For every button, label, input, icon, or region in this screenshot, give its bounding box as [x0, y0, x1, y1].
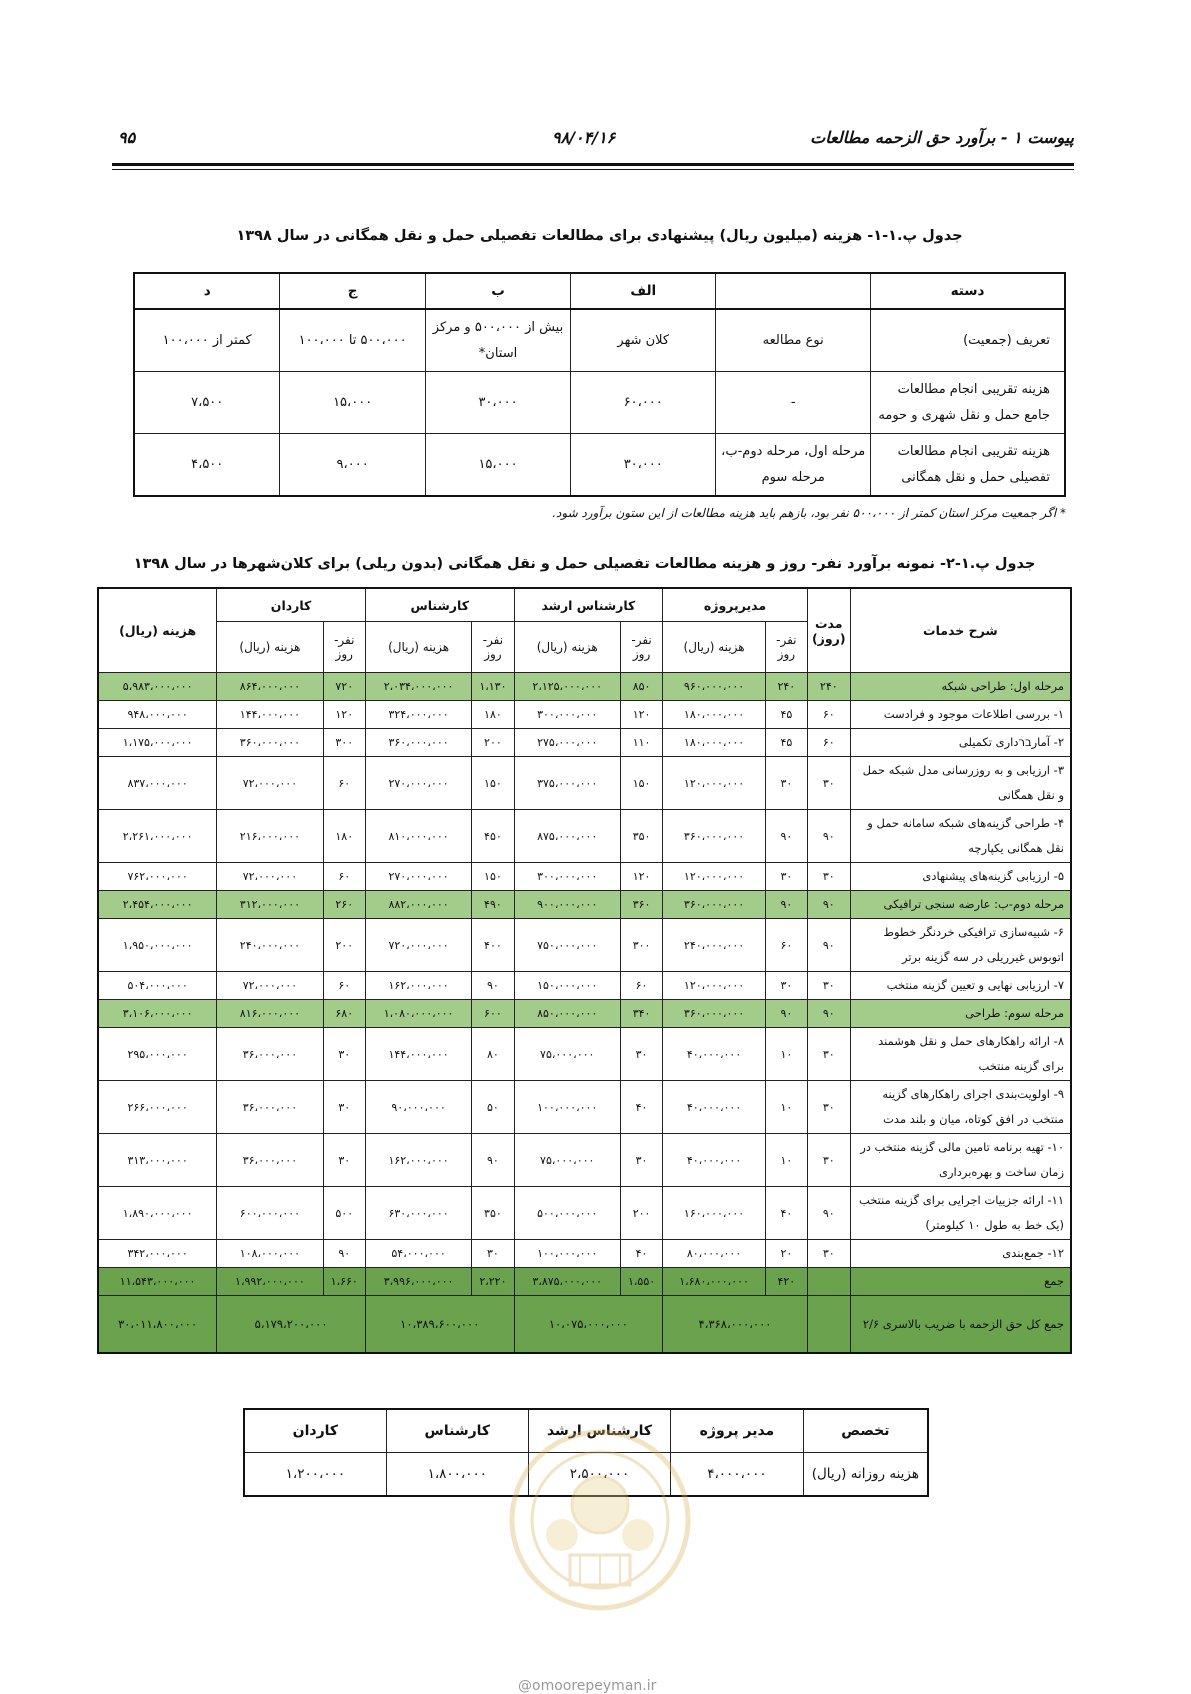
- table-cell: ۹۰: [472, 972, 514, 1000]
- table-header: تخصص: [803, 1409, 928, 1453]
- header-rule: [112, 163, 1074, 166]
- table-cell: ۷- ارزیابی نهایی و تعیین گزینه منتخب: [850, 972, 1071, 1000]
- table-cell: ۹۰: [472, 1134, 514, 1187]
- table-cell: ۷۲۰: [323, 673, 365, 701]
- table-cell: ۱۸۰: [323, 810, 365, 863]
- table-header: د: [134, 273, 280, 309]
- table-cell: ۶۰: [807, 701, 850, 729]
- table-cell: ۴۲۰: [765, 1268, 807, 1296]
- watermark-text: @omoorepeyman.ir: [518, 1678, 657, 1694]
- table-cell: ۳۰: [807, 1081, 850, 1134]
- table-cell: ۸۰: [472, 1028, 514, 1081]
- table-cell: ۴،۵۰۰: [134, 434, 280, 497]
- table-cell: ۱،۶۸۰،۰۰۰،۰۰۰: [663, 1268, 766, 1296]
- table-cell: ۱،۱۳۰: [472, 673, 514, 701]
- table-cell: ۳۶۰،۰۰۰،۰۰۰: [365, 729, 471, 757]
- table-cell: ۷۵،۰۰۰،۰۰۰: [514, 1134, 620, 1187]
- table-cell: ۱،۲۰۰،۰۰۰: [244, 1453, 386, 1497]
- table-cell: جمع کل حق الزحمه با ضریب بالاسری ۲/۶: [850, 1296, 1071, 1354]
- table-cell: ۴۹۰: [472, 891, 514, 919]
- table-cell: ۸- ارائه راهکارهای حمل و نقل هوشمند برای گزینه منتخب: [850, 1028, 1071, 1081]
- table-cell: ۶۰: [807, 729, 850, 757]
- table1-footnote: * اگر جمعیت مرکز استان کمتر از ۵۰۰،۰۰۰ نفر بود، بازهم باید هزینه مطالعات از این ستون برآورد شود.: [552, 506, 1066, 520]
- table-header-duration: مدت (روز): [807, 588, 850, 673]
- table-cell: ۳۰،۰۱۱،۸۰۰،۰۰۰: [98, 1296, 217, 1354]
- watermark-seal-logo: [500, 1395, 700, 1665]
- table-row: [134, 434, 1065, 497]
- table-row: [98, 891, 1071, 919]
- table-header: ب: [425, 273, 570, 309]
- table-cell: ۳۰۰: [620, 919, 662, 972]
- table-cell: ۹۰: [807, 919, 850, 972]
- table-cell: ۳۰۰: [323, 729, 365, 757]
- table-row: [98, 1240, 1071, 1268]
- table-subheader: هزینه (ریال): [365, 622, 471, 673]
- page-header: [112, 128, 1074, 162]
- header-date: ۹۸/۰۴/۱۶: [552, 128, 616, 147]
- table-cell: ۳۶۰،۰۰۰،۰۰۰: [217, 729, 323, 757]
- table-subheader: هزینه (ریال): [514, 622, 620, 673]
- table-cell: ۷۶۲،۰۰۰،۰۰۰: [98, 863, 217, 891]
- table-cell: هزینه تقریبی انجام مطالعات جامع حمل و نقل شهری و حومه: [871, 372, 1065, 434]
- table-cell: ۸۷۵،۰۰۰،۰۰۰: [514, 810, 620, 863]
- table-cell: ۲۰: [765, 1240, 807, 1268]
- table-cell: ۳،۸۷۵،۰۰۰،۰۰۰: [514, 1268, 620, 1296]
- table-cell: ۳۶،۰۰۰،۰۰۰: [217, 1081, 323, 1134]
- table-cell: ۳۵۰: [472, 1187, 514, 1240]
- table-cell: ۳۰: [472, 1240, 514, 1268]
- table-cell: ۱- بررسی اطلاعات موجود و فرادست: [850, 701, 1071, 729]
- table-cell: ۱،۹۹۲،۰۰۰،۰۰۰: [217, 1268, 323, 1296]
- table-cell: ۴،۰۰۰،۰۰۰: [671, 1453, 804, 1497]
- table-cell: ۱۰۰،۰۰۰،۰۰۰: [514, 1081, 620, 1134]
- table-cell: ۴۰: [620, 1240, 662, 1268]
- table-cell: ۲۷۰،۰۰۰،۰۰۰: [365, 863, 471, 891]
- table-cell: ۳۰: [620, 1028, 662, 1081]
- table-cell: ۵۰۰: [323, 1187, 365, 1240]
- table-cell: ۱،۱۷۵،۰۰۰،۰۰۰: [98, 729, 217, 757]
- table-cell: ۱۱- ارائه جزییات اجرایی برای گزینه منتخب (یک خط به طول ۱۰ کیلومتر): [850, 1187, 1071, 1240]
- table-cell: ۳۰: [807, 1240, 850, 1268]
- table-cell: ۹۰: [807, 1187, 850, 1240]
- table-cell: ۱۰،۳۸۹،۶۰۰،۰۰۰: [365, 1296, 514, 1354]
- table-row: [98, 1187, 1071, 1240]
- table-header: کاردان: [244, 1409, 386, 1453]
- table-cell: هزینه تقریبی انجام مطالعات تفصیلی حمل و نقل همگانی: [871, 434, 1065, 497]
- table-cell: ۴،۳۶۸،۰۰۰،۰۰۰: [663, 1296, 808, 1354]
- table-row: [98, 1134, 1071, 1187]
- page-number: ۹۵: [118, 128, 136, 147]
- table-cell: ۶۰: [620, 972, 662, 1000]
- table-row: [98, 1028, 1071, 1081]
- table-cell: ۱۵۰: [620, 757, 662, 810]
- table-cell: ۲۰۰: [323, 919, 365, 972]
- table-cell: ۲،۱۲۵،۰۰۰،۰۰۰: [514, 673, 620, 701]
- table-cell: ۳۰: [807, 1134, 850, 1187]
- table-subheader: هزینه (ریال): [217, 622, 323, 673]
- table-cell: ۴۵: [765, 729, 807, 757]
- table-cell: ۹۰: [323, 1240, 365, 1268]
- table-cell: ۶۰: [323, 863, 365, 891]
- table-row: [98, 729, 1071, 757]
- table-cell: ۲،۲۶۱،۰۰۰،۰۰۰: [98, 810, 217, 863]
- table-cell: ۱۰- تهیه برنامه تامین مالی گزینه منتخب در زمان ساخت و بهره‌برداری: [850, 1134, 1071, 1187]
- table-cell: ۲۴۰،۰۰۰،۰۰۰: [663, 919, 766, 972]
- table-row-grand-total: [98, 1296, 1071, 1354]
- table-cell: [807, 1296, 850, 1354]
- table-cell: ۳۰: [323, 1028, 365, 1081]
- table-subheader: نفر- روز: [765, 622, 807, 673]
- table-cell: کلان شهر: [571, 309, 716, 372]
- table-cell: ۳۶۰،۰۰۰،۰۰۰: [663, 891, 766, 919]
- table-cell: ۸۰،۰۰۰،۰۰۰: [663, 1240, 766, 1268]
- table-cell: ۹۴۸،۰۰۰،۰۰۰: [98, 701, 217, 729]
- table-cell: هزینه روزانه (ریال): [803, 1453, 928, 1497]
- table-cell: ۵،۱۷۹،۲۰۰،۰۰۰: [217, 1296, 366, 1354]
- table-row: [98, 1268, 1071, 1296]
- table-cell: مرحله اول: طراحی شبکه: [850, 673, 1071, 701]
- table-cell: ۷،۵۰۰: [134, 372, 280, 434]
- table-cell: ۱۰: [765, 1028, 807, 1081]
- table-header: [716, 273, 871, 309]
- table-cell: ۶۸۰: [323, 1000, 365, 1028]
- table-cell: ۹۰،۰۰۰،۰۰۰: [365, 1081, 471, 1134]
- table-cell: ۱۵۰: [472, 757, 514, 810]
- table-cell: ۸۵۰،۰۰۰،۰۰۰: [514, 1000, 620, 1028]
- table-cell: ۱،۵۵۰: [620, 1268, 662, 1296]
- table-cell: ۵۰: [472, 1081, 514, 1134]
- table-cell: ۳۰۰،۰۰۰،۰۰۰: [514, 701, 620, 729]
- table-cell: ۵- ارزیابی گزینه‌های پیشنهادی: [850, 863, 1071, 891]
- table-cell: ۱۲۰: [620, 863, 662, 891]
- table-cell: ۹۰: [807, 891, 850, 919]
- table-row: [134, 309, 1065, 372]
- table-cell: ۹۰: [807, 810, 850, 863]
- table-cell: ۳۶۰،۰۰۰،۰۰۰: [663, 1000, 766, 1028]
- table-subheader: نفر- روز: [620, 622, 662, 673]
- table-cell: ۶- شبیه‌سازی ترافیکی خردنگر خطوط اتوبوس غیرریلی در سه گزینه برتر: [850, 919, 1071, 972]
- table-cell: ۳۵۰: [620, 810, 662, 863]
- table-header: ج: [280, 273, 425, 309]
- table-cell: ۸۶۴،۰۰۰،۰۰۰: [217, 673, 323, 701]
- table-cell: ۱۵،۰۰۰: [280, 372, 425, 434]
- table-cell: ۹،۰۰۰: [280, 434, 425, 497]
- table-cell: ۵۰۰،۰۰۰،۰۰۰: [514, 1187, 620, 1240]
- table-header-row: [134, 273, 1065, 309]
- table-cell: ۸۳۷،۰۰۰،۰۰۰: [98, 757, 217, 810]
- table-cell: ۱۵۰: [472, 863, 514, 891]
- table-cell: ۵،۹۸۳،۰۰۰،۰۰۰: [98, 673, 217, 701]
- table-cell: ۳۶،۰۰۰،۰۰۰: [217, 1028, 323, 1081]
- table-cell: ۳۶۰: [620, 891, 662, 919]
- table-cell: ۲۰۰: [472, 729, 514, 757]
- table-header-expert: کارشناس: [365, 588, 514, 622]
- table-cell: ۸۵۰: [620, 673, 662, 701]
- table-cell: ۳۰: [807, 1028, 850, 1081]
- table-cell: ۳- ارزیابی و به روزرسانی مدل شبکه حمل و نقل همگانی: [850, 757, 1071, 810]
- table-cell: ۱۲۰،۰۰۰،۰۰۰: [663, 972, 766, 1000]
- table-cell: ۱۲- جمع‌بندی: [850, 1240, 1071, 1268]
- table-subheader: نفر- روز: [323, 622, 365, 673]
- table-cell: ۶۰: [765, 919, 807, 972]
- table-cell: ۵۰۴،۰۰۰،۰۰۰: [98, 972, 217, 1000]
- table-cell: ۴۰: [765, 1187, 807, 1240]
- table2: [97, 587, 1072, 1354]
- table-cell: ۳،۱۰۶،۰۰۰،۰۰۰: [98, 1000, 217, 1028]
- table-cell: ۱۸۰: [472, 701, 514, 729]
- table-cell: ۵۴،۰۰۰،۰۰۰: [365, 1240, 471, 1268]
- table-cell: ۴۰،۰۰۰،۰۰۰: [663, 1028, 766, 1081]
- table-header: الف: [571, 273, 716, 309]
- table-cell: ۱۶۲،۰۰۰،۰۰۰: [365, 972, 471, 1000]
- table-cell: ۱۲۰،۰۰۰،۰۰۰: [663, 863, 766, 891]
- table-cell: ۳۰: [765, 757, 807, 810]
- table-cell: ۷۵،۰۰۰،۰۰۰: [514, 1028, 620, 1081]
- table-cell: ۴۰،۰۰۰،۰۰۰: [663, 1134, 766, 1187]
- table-cell: ۹۰: [765, 810, 807, 863]
- table-cell: ۳۰: [765, 863, 807, 891]
- table-cell: ۴۵۰: [472, 810, 514, 863]
- table-cell: ۹۶۰،۰۰۰،۰۰۰: [663, 673, 766, 701]
- table1: [133, 272, 1066, 497]
- table-cell: ۲،۵۰۰،۰۰۰: [528, 1453, 670, 1497]
- table-cell: ۲۷۰،۰۰۰،۰۰۰: [365, 757, 471, 810]
- table-cell: ۷۲،۰۰۰،۰۰۰: [217, 757, 323, 810]
- table-row: [134, 372, 1065, 434]
- table-cell: ۳۱۳،۰۰۰،۰۰۰: [98, 1134, 217, 1187]
- table-cell: ۲۱۶،۰۰۰،۰۰۰: [217, 810, 323, 863]
- table-cell: ۶۰،۰۰۰: [571, 372, 716, 434]
- table-row: [98, 972, 1071, 1000]
- table-cell: ۴۰۰: [472, 919, 514, 972]
- table-cell: ۳۱۲،۰۰۰،۰۰۰: [217, 891, 323, 919]
- table-cell: ۳۲۴،۰۰۰،۰۰۰: [365, 701, 471, 729]
- table-cell: ۳۴۲،۰۰۰،۰۰۰: [98, 1240, 217, 1268]
- table-cell: ۱۶۰،۰۰۰،۰۰۰: [663, 1187, 766, 1240]
- header-title: پیوست ۱ - برآورد حق الزحمه مطالعات: [810, 128, 1074, 147]
- table-cell: ۲- آمارברداری تکمیلی: [850, 729, 1071, 757]
- table-cell: ۱۸۰،۰۰۰،۰۰۰: [663, 729, 766, 757]
- table-cell: ۳۰: [807, 757, 850, 810]
- table-cell: جمع: [850, 1268, 1071, 1296]
- table-cell: ۳۶،۰۰۰،۰۰۰: [217, 1134, 323, 1187]
- table-cell: ۳۰: [765, 972, 807, 1000]
- table-cell: ۳۰،۰۰۰: [425, 372, 570, 434]
- table-cell: تعریف (جمعیت): [871, 309, 1065, 372]
- table-cell: ۲۶۰: [323, 891, 365, 919]
- table-header-senior: کارشناس ارشد: [514, 588, 663, 622]
- table-cell: ۸۱۰،۰۰۰،۰۰۰: [365, 810, 471, 863]
- table-cell: ۱۰: [765, 1134, 807, 1187]
- table-cell: ۹۰: [807, 1000, 850, 1028]
- table-header: کارشناس: [386, 1409, 528, 1453]
- table-cell: ۱۱۰: [620, 729, 662, 757]
- table-cell: ۱،۰۸۰،۰۰۰،۰۰۰: [365, 1000, 471, 1028]
- table-cell: ۷۲۰،۰۰۰،۰۰۰: [365, 919, 471, 972]
- table-cell: ۳۰،۰۰۰: [571, 434, 716, 497]
- table-cell: ۶۰۰،۰۰۰،۰۰۰: [217, 1187, 323, 1240]
- table2-caption: جدول پ.۱-۲- نمونه برآورد نفر- روز و هزینه مطالعات تفصیلی حمل و نقل همگانی (بدون ریلی) برای کلان‌شهرها در سال ۱۳۹۸: [133, 556, 1036, 572]
- table-cell: ۱۰۸،۰۰۰،۰۰۰: [217, 1240, 323, 1268]
- table-row: [98, 673, 1071, 701]
- table-row: [98, 863, 1071, 891]
- table-cell: ۳۰: [323, 1081, 365, 1134]
- table-cell: [807, 1268, 850, 1296]
- table-cell: ۱،۸۹۰،۰۰۰،۰۰۰: [98, 1187, 217, 1240]
- table-cell: ۱۰۰،۰۰۰،۰۰۰: [514, 1240, 620, 1268]
- table-cell: ۹۰۰،۰۰۰،۰۰۰: [514, 891, 620, 919]
- table-header-technician: کاردان: [217, 588, 366, 622]
- table-cell: ۶۰: [323, 972, 365, 1000]
- table-cell: ۲،۰۳۴،۰۰۰،۰۰۰: [365, 673, 471, 701]
- table-cell: ۲۷۵،۰۰۰،۰۰۰: [514, 729, 620, 757]
- table-cell: ۱۰،۰۷۵،۰۰۰،۰۰۰: [514, 1296, 663, 1354]
- table-subheader: هزینه (ریال): [663, 622, 766, 673]
- table-cell: ۶۳۰،۰۰۰،۰۰۰: [365, 1187, 471, 1240]
- table-cell: ۳۰: [323, 1134, 365, 1187]
- table-cell: ۲۰۰: [620, 1187, 662, 1240]
- table-cell: ۱۴۴،۰۰۰،۰۰۰: [217, 701, 323, 729]
- table1-caption: جدول پ.۱-۱- هزینه (میلیون ریال) پیشنهادی برای مطالعات تفصیلی حمل و نقل همگانی در سال ۱۳۹۸: [236, 228, 963, 244]
- table-cell: ۲۴۰: [765, 673, 807, 701]
- table-header-pm: مدیرپروژه: [663, 588, 808, 622]
- table-cell: ۱۶۲،۰۰۰،۰۰۰: [365, 1134, 471, 1187]
- table-cell: ۳،۹۹۶،۰۰۰،۰۰۰: [365, 1268, 471, 1296]
- table-row: [98, 701, 1071, 729]
- table-cell: نوع مطالعه: [716, 309, 871, 372]
- header-rule-thin: [112, 169, 1074, 170]
- table-subheader: نفر- روز: [472, 622, 514, 673]
- table-cell: ۲،۴۵۴،۰۰۰،۰۰۰: [98, 891, 217, 919]
- table-cell: ۶۰۰: [472, 1000, 514, 1028]
- table-cell: ۱۴۴،۰۰۰،۰۰۰: [365, 1028, 471, 1081]
- table-row: [98, 1081, 1071, 1134]
- table-cell: مرحله دوم-ب: عارضه سنجی ترافیکی: [850, 891, 1071, 919]
- table-cell: ۴۵: [765, 701, 807, 729]
- table-cell: ۸۸۲،۰۰۰،۰۰۰: [365, 891, 471, 919]
- table-row: [98, 810, 1071, 863]
- table-cell: ۲۹۵،۰۰۰،۰۰۰: [98, 1028, 217, 1081]
- table-cell: مرحله سوم: طراحی: [850, 1000, 1071, 1028]
- table-cell: کمتر از ۱۰۰،۰۰۰: [134, 309, 280, 372]
- table-cell: ۱،۹۵۰،۰۰۰،۰۰۰: [98, 919, 217, 972]
- table-cell: ۳۰: [807, 863, 850, 891]
- table-cell: ۴- طراحی گزینه‌های شبکه سامانه حمل و نقل همگانی یکپارچه: [850, 810, 1071, 863]
- table-cell: -: [716, 372, 871, 434]
- table-cell: ۳۶۰،۰۰۰،۰۰۰: [663, 810, 766, 863]
- table-cell: ۴۰: [620, 1081, 662, 1134]
- table-cell: ۶۰: [323, 757, 365, 810]
- table-cell: ۱۰: [765, 1081, 807, 1134]
- table-cell: ۱۵،۰۰۰: [425, 434, 570, 497]
- table-header: دسته: [871, 273, 1065, 309]
- table-cell: ۲۴۰: [807, 673, 850, 701]
- table-cell: ۲۶۶،۰۰۰،۰۰۰: [98, 1081, 217, 1134]
- table-cell: ۱۸۰،۰۰۰،۰۰۰: [663, 701, 766, 729]
- table-header-row: [98, 588, 1071, 622]
- table-cell: ۱۲۰،۰۰۰،۰۰۰: [663, 757, 766, 810]
- table-cell: ۹۰: [765, 1000, 807, 1028]
- table-cell: ۱۲۰: [620, 701, 662, 729]
- table-cell: ۱۱،۵۴۳،۰۰۰،۰۰۰: [98, 1268, 217, 1296]
- table-cell: ۴۰،۰۰۰،۰۰۰: [663, 1081, 766, 1134]
- table-header-total: هزینه (ریال): [98, 588, 217, 673]
- table-header: کارشناس ارشد: [528, 1409, 670, 1453]
- table-cell: ۳۰: [620, 1134, 662, 1187]
- table-cell: بیش از ۵۰۰،۰۰۰ و مرکز استان*: [425, 309, 570, 372]
- table-cell: ۳۰۰،۰۰۰،۰۰۰: [514, 863, 620, 891]
- table-header-service: شرح خدمات: [850, 588, 1071, 673]
- table-cell: مرحله اول، مرحله دوم-ب، مرحله سوم: [716, 434, 871, 497]
- table-cell: ۱۲۰: [323, 701, 365, 729]
- table-header: مدیر پروژه: [671, 1409, 804, 1453]
- table-cell: ۹- اولویت‌بندی اجرای راهکارهای گزینه منتخب در افق کوتاه، میان و بلند مدت: [850, 1081, 1071, 1134]
- table-cell: ۸۱۶،۰۰۰،۰۰۰: [217, 1000, 323, 1028]
- table-cell: ۷۲،۰۰۰،۰۰۰: [217, 863, 323, 891]
- table-cell: ۳۴۰: [620, 1000, 662, 1028]
- table-cell: ۲۴۰،۰۰۰،۰۰۰: [217, 919, 323, 972]
- table-cell: ۵۰۰،۰۰۰ تا ۱۰۰،۰۰۰: [280, 309, 425, 372]
- table-cell: ۷۲،۰۰۰،۰۰۰: [217, 972, 323, 1000]
- table-cell: ۱،۶۶۰: [323, 1268, 365, 1296]
- table-cell: ۱۵۰،۰۰۰،۰۰۰: [514, 972, 620, 1000]
- table-cell: ۹۰: [765, 891, 807, 919]
- table-cell: ۳۰: [807, 972, 850, 1000]
- table-cell: ۱،۸۰۰،۰۰۰: [386, 1453, 528, 1497]
- table-row: [98, 1000, 1071, 1028]
- table-row: [98, 919, 1071, 972]
- table-cell: ۳۷۵،۰۰۰،۰۰۰: [514, 757, 620, 810]
- table-cell: ۲،۲۲۰: [472, 1268, 514, 1296]
- table-cell: ۷۵۰،۰۰۰،۰۰۰: [514, 919, 620, 972]
- table-row: [98, 757, 1071, 810]
